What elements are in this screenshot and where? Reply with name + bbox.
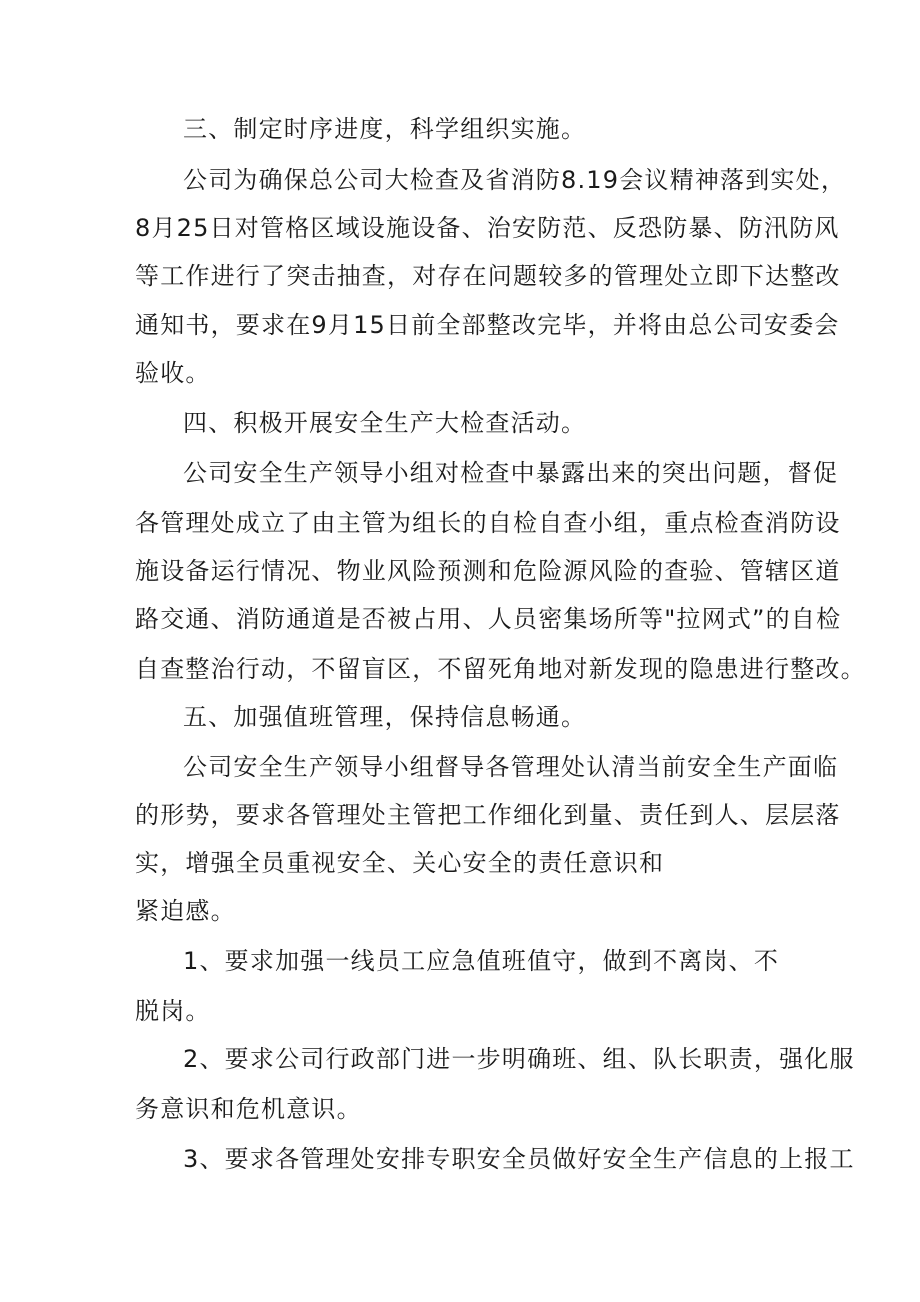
list-item-1: 1、要求加强一线员工应急值班值守，做到不离岗、不 xyxy=(183,947,780,975)
paragraph-line: 公司为确保总公司大检查及省消防8.19会议精神落到实处， xyxy=(183,166,847,194)
paragraph-line: 等工作进行了突击抽查，对存在问题较多的管理处立即下达整改 xyxy=(135,262,841,290)
paragraph-line: 务意识和危机意识。 xyxy=(135,1095,362,1123)
paragraph-line: 脱岗。 xyxy=(135,997,211,1025)
paragraph-line: 施设备运行情况、物业风险预测和危险源风险的查验、管辖区道 xyxy=(135,557,841,585)
paragraph-line: 自查整治行动，不留盲区，不留死角地对新发现的隐患进行整改。 xyxy=(135,655,866,683)
paragraph-line: 紧迫感。 xyxy=(135,897,236,925)
paragraph-line: 公司安全生产领导小组督导各管理处认清当前安全生产面临 xyxy=(183,753,839,781)
paragraph-line: 实，增强全员重视安全、关心安全的责任意识和 xyxy=(135,849,665,877)
paragraph-line: 通知书，要求在9月15日前全部整改完毕，并将由总公司安委会 xyxy=(135,311,840,339)
paragraph-line: 路交通、消防通道是否被占用、人员密集场所等"拉网式”的自检 xyxy=(135,605,842,633)
section-heading-3: 三、制定时序进度，科学组织实施。 xyxy=(183,115,587,143)
paragraph-line: 8月25日对管格区域设施设备、治安防范、反恐防暴、防汛防风 xyxy=(135,214,840,242)
list-item-2: 2、要求公司行政部门进一步明确班、组、队长职责，强化服 xyxy=(183,1045,855,1073)
paragraph-line: 公司安全生产领导小组对检查中暴露出来的突出问题，督促 xyxy=(183,459,839,487)
section-heading-5: 五、加强值班管理，保持信息畅通。 xyxy=(183,703,587,731)
list-item-3: 3、要求各管理处安排专职安全员做好安全生产信息的上报工 xyxy=(183,1145,855,1173)
section-heading-4: 四、积极开展安全生产大检查活动。 xyxy=(183,409,587,437)
paragraph-line: 的形势，要求各管理处主管把工作细化到量、责任到人、层层落 xyxy=(135,801,841,829)
paragraph-line: 各管理处成立了由主管为组长的自检自查小组，重点检查消防设 xyxy=(135,509,841,537)
paragraph-line: 验收。 xyxy=(135,359,211,387)
